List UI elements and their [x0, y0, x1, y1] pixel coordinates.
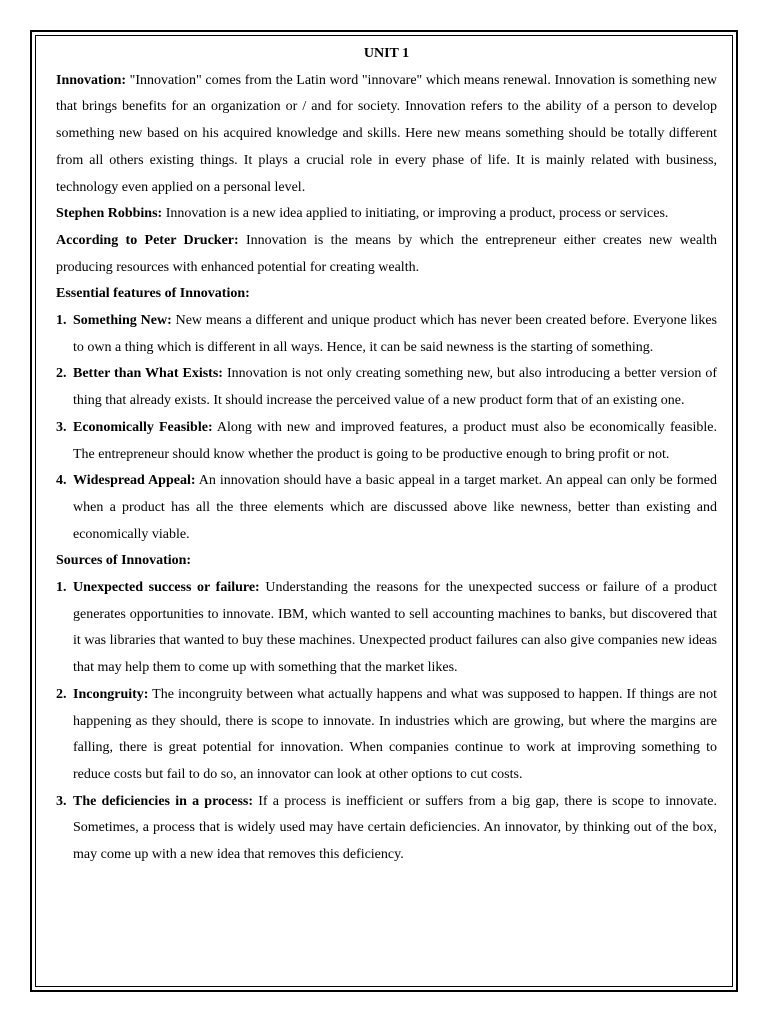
list-number: 2.: [56, 686, 67, 702]
list-item-label: Widespread Appeal:: [73, 473, 196, 489]
list-item: [56, 415, 717, 468]
list-number: 4.: [56, 473, 67, 489]
intro-text: "Innovation" comes from the Latin word "innovare" which means renewal. Innovation is something new that brings benefits for an organization or / and for society. Innovation refers to the ability of a person to develop something new based on his acquired knowledge and skills. Here new means something should be totally different from all others existing things. It plays a crucial role in every phase of life. It is mainly related with business, technology even applied on a personal level.: [56, 72, 717, 195]
page-title: UNIT 1: [363, 46, 410, 61]
list-item-label: Something New:: [73, 313, 172, 329]
features-heading: [56, 281, 717, 308]
list-number: 3.: [56, 419, 67, 435]
list-number: 1.: [56, 580, 67, 596]
drucker-label: According to Peter Drucker:: [56, 232, 239, 248]
sources-list: [56, 575, 717, 869]
list-item: [56, 575, 717, 682]
list-number: 2.: [56, 366, 67, 382]
list-item: [56, 682, 717, 789]
list-item-label: Unexpected success or failure:: [73, 580, 260, 596]
list-item-label: Economically Feasible:: [73, 419, 213, 435]
list-item-text: Understanding the reasons for the unexpected success or failure of a product generates opportunities to innovate. IBM, which wanted to sell accounting machines to banks, but discovered that it was libraries that wanted to buy these machines. Unexpected product failures can also give companies new ideas that may help them to come up with something that the market likes.: [73, 580, 717, 676]
robbins-definition: [56, 201, 717, 228]
list-item-text: New means a different and unique product which has never been created before. Everyone likes to own a thing which is different in all ways. Hence, it can be said newness is the starting of something.: [73, 313, 717, 355]
list-item-text: The incongruity between what actually happens and what was supposed to happen. If things are not happening as they should, there is scope to innovate. In industries which are growing, but where the margins are falling, there is great potential for innovation. When companies continue to work at improving something to reduce costs but fail to do so, an innovator can look at other options to cut costs.: [73, 686, 717, 782]
list-item: [56, 308, 717, 361]
list-item-text: Along with new and improved features, a product must also be economically feasible. The entrepreneur should know whether the product is going to be productive enough to bring profit or not.: [73, 419, 717, 462]
list-item-label: The deficiencies in a process:: [73, 793, 254, 809]
drucker-definition: [56, 228, 717, 281]
sources-heading-text: Sources of Innovation:: [56, 553, 192, 569]
features-list: [56, 308, 717, 548]
list-item: [56, 789, 717, 869]
list-item-text: If a process is inefficient or suffers from a big gap, there is scope to innovate. Sometimes, a process that is widely used may have certain deficiencies. An innovator, by thinking out of the box, may come up with a new idea that removes this deficiency.: [73, 793, 717, 863]
list-item-label: Better than What Exists:: [73, 366, 223, 382]
list-number: 3.: [56, 793, 67, 809]
intro-label: Innovation:: [56, 72, 127, 88]
robbins-text: Innovation is a new idea applied to initiating, or improving a product, process or services.: [162, 206, 669, 222]
drucker-text: Innovation is the means by which the entrepreneur either creates new wealth producing resources with enhanced potential for creating wealth.: [56, 232, 717, 275]
list-item-text: Innovation is not only creating something new, but also introducing a better version of thing that already exists. It should increase the perceived value of a new product form that of an existing one.: [73, 366, 717, 409]
document-body: [56, 41, 717, 869]
features-heading-text: Essential features of Innovation:: [56, 286, 250, 302]
sources-heading: [56, 548, 717, 575]
list-item: [56, 361, 717, 414]
list-item-text: An innovation should have a basic appeal in a target market. An appeal can only be formed when a product has all the three elements which are discussed above like newness, better than existing and economically viable.: [73, 473, 717, 542]
robbins-label: Stephen Robbins:: [56, 206, 163, 222]
list-number: 1.: [56, 313, 67, 329]
list-item: [56, 468, 717, 548]
intro-paragraph: [56, 68, 717, 202]
list-item-label: Incongruity:: [73, 686, 149, 702]
